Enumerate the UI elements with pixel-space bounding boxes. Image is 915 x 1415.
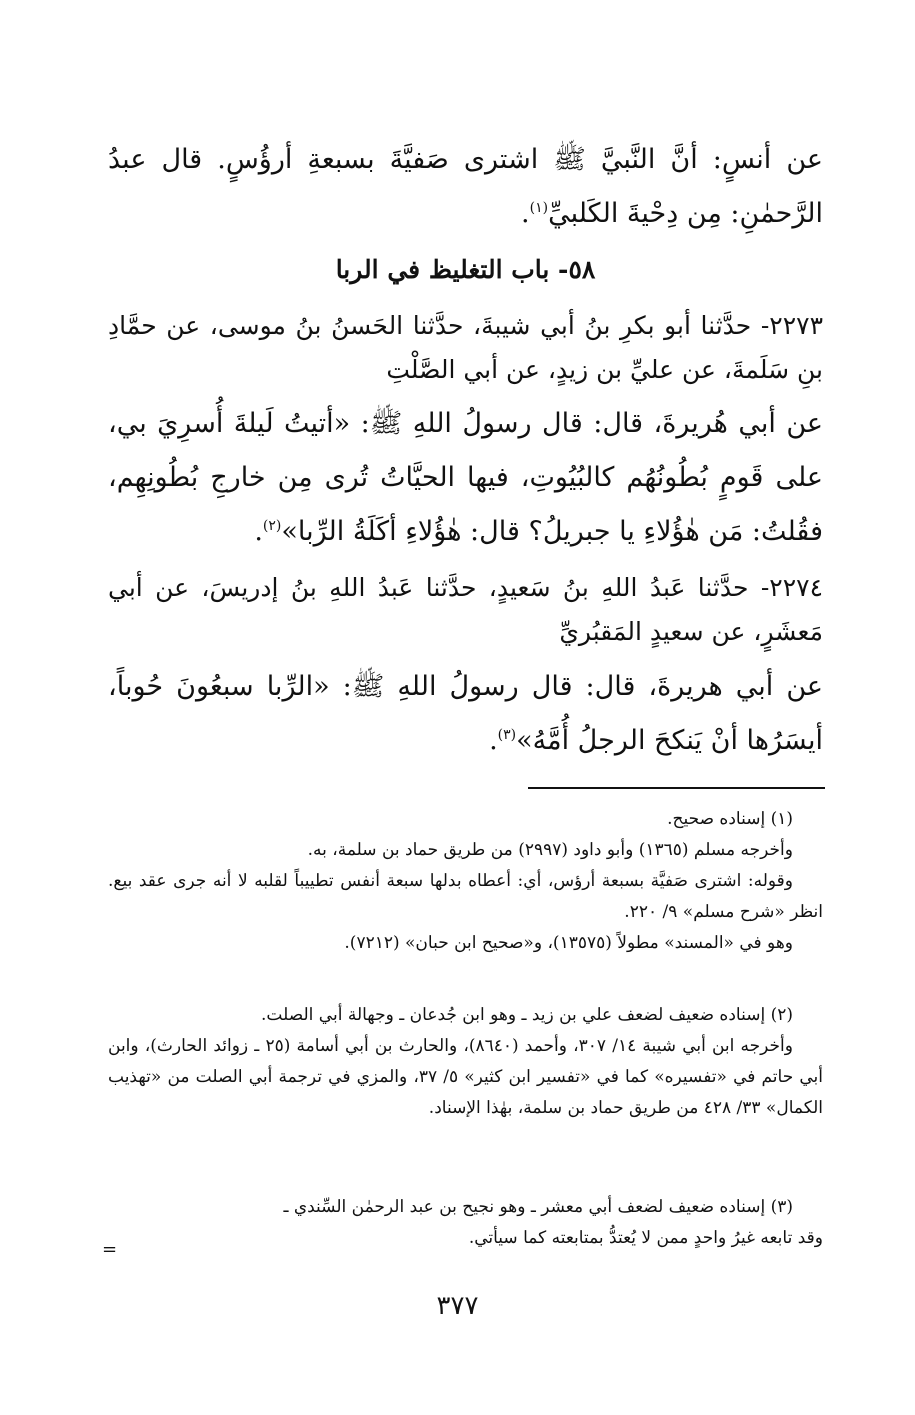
footnote-2 bbox=[108, 1000, 823, 1124]
footnote-2-line: وأخرجه ابن أبي شيبة ١٤/ ٣٠٧، وأحمد (٨٦٤٠)، والحارث بن أبي أسامة (٢٥ ـ زوائد الحارث)، وابن أبي حاتم في «تفسيره» كما في «تفسير ابن كثير» ٥/ ٣٧، والمزي في ترجمة أبي الصلت من «تهذيب الكمال» ٣٣/ ٤٢٨ من طريق حماد بن سلمة، بهٰذا الإسناد. bbox=[108, 1036, 823, 1118]
page-number: ٣٧٧ bbox=[436, 1291, 479, 1321]
hadith-2274-end: . bbox=[489, 725, 498, 756]
footnote-3-line: (٣) إسناده ضعيف لضعف أبي معشر ـ وهو نجيح بن عبد الرحمٰن السِّندي ـ bbox=[283, 1197, 793, 1217]
chapter-title: ٥٨- باب التغليظ في الربا bbox=[335, 255, 596, 284]
footnote-ref-1[interactable]: (١) bbox=[529, 200, 549, 216]
hadith-2273-matn-text: عن أبي هُريرةَ، قال: قال رسولُ اللهِ ﷺ: «أتيتُ لَيلةَ أُسرِيَ بي، على قَومٍ بُطُونُهُم كالبُيُوتِ، فيها الحيَّاتُ تُرى مِن خارجِ بُطُونِهِم، فقُلتُ: مَن هٰؤُلاءِ يا جبريلُ؟ قال: هٰؤُلاءِ أكَلَةُ الرِّبا» bbox=[108, 408, 823, 547]
opening-text: عن أنسٍ: أنَّ النَّبيَّ ﷺ اشترى صَفيَّةَ بسبعةِ أرؤُسٍ. قال عبدُ الرَّحمٰنِ: مِن دِحْيةَ الكَلبيِّ bbox=[108, 144, 823, 229]
footnote-separator bbox=[528, 787, 825, 789]
footnote-1-line: وقوله: اشترى صَفيَّة بسبعة أرؤس، أي: أعطاه بدلها سبعة أنفس تطييباً لقلبه لا أنه جرى عقد بيع. انظر «شرح مسلم» ٩/ ٢٢٠. bbox=[108, 871, 823, 922]
hadith-2273-end: . bbox=[254, 516, 263, 547]
footnote-3-line: وقد تابعه غيرُ واحدٍ ممن لا يُعتدُّ بمتابعته كما سيأتي. bbox=[468, 1228, 823, 1248]
footnote-1 bbox=[108, 804, 823, 959]
hadith-2273-matn bbox=[108, 397, 823, 559]
hadith-2273-isnad: ٢٢٧٣- حدَّثنا أبو بكرِ بنُ أبي شيبةَ، حدَّثنا الحَسنُ بنُ موسى، عن حمَّادِ بنِ سَلَمةَ، عن عليِّ بن زيدٍ، عن أبي الصَّلْتِ bbox=[108, 311, 823, 384]
footnote-ref-3[interactable]: (٣) bbox=[497, 727, 517, 743]
opening-end: . bbox=[521, 198, 530, 229]
footnote-3 bbox=[108, 1192, 823, 1254]
footnote-2-line: (٢) إسناده ضعيف لضعف علي بن زيد ـ وهو ابن جُدعان ـ وجهالة أبي الصلت. bbox=[261, 1005, 793, 1025]
footnote-1-line: وأخرجه مسلم (١٣٦٥) وأبو داود (٢٩٩٧) من طريق حماد بن سلمة، به. bbox=[307, 840, 793, 860]
hadith-2274-matn bbox=[108, 660, 823, 768]
hadith-2274-isnad: ٢٢٧٤- حدَّثنا عَبدُ اللهِ بنُ سَعيدٍ، حدَّثنا عَبدُ اللهِ بنُ إدريسَ، عن أبي مَعشَرٍ، عن سعيدٍ المَقبُريِّ bbox=[108, 573, 823, 646]
footnote-1-line: (١) إسناده صحيح. bbox=[667, 809, 793, 829]
footnote-continuation-mark: = bbox=[102, 1239, 118, 1260]
opening-hadith-ending bbox=[108, 133, 823, 241]
hadith-2274-matn-text: عن أبي هريرةَ، قال: قال رسولُ اللهِ ﷺ: «الرِّبا سبعُونَ حُوباً، أيسَرُها أنْ يَنكحَ الرجلُ أُمَّهُ» bbox=[108, 671, 823, 756]
footnote-1-line: وهو في «المسند» مطولاً (١٣٥٧٥)، و«صحيح ابن حبان» (٧٢١٢). bbox=[344, 933, 793, 953]
footnote-ref-2[interactable]: (٢) bbox=[262, 518, 282, 534]
